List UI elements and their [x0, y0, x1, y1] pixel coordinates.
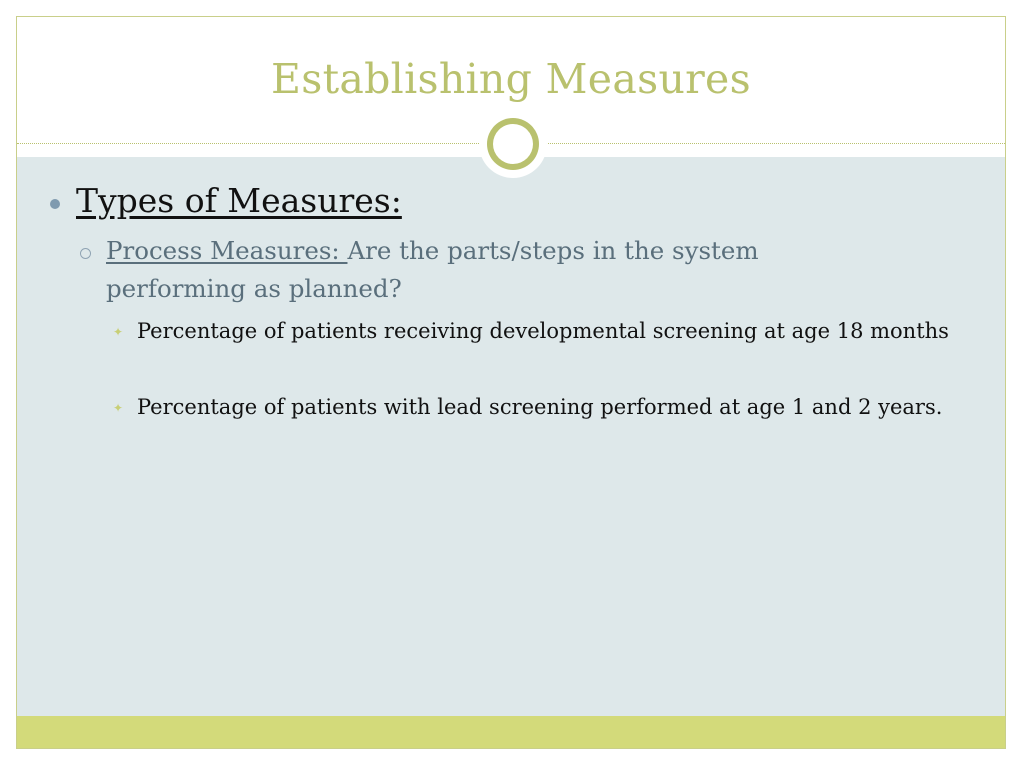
slide-title: Establishing Measures: [271, 55, 751, 103]
bullet-level2-lead: Process Measures:: [106, 236, 348, 265]
bullet-level2: [106, 232, 906, 308]
hollow-circle-bullet-icon: [80, 248, 91, 259]
medallion-center: [493, 124, 533, 164]
footer-band: [17, 716, 1005, 749]
slide-frame: [16, 16, 1006, 749]
bullet-level1: Types of Measures:: [76, 181, 402, 220]
bullet-level3-item: Percentage of patients with lead screening performed at age 1 and 2 years.: [137, 395, 943, 419]
four-point-star-bullet-icon: ✦: [113, 325, 124, 339]
filled-circle-bullet-icon: [50, 199, 60, 209]
bullet-level2-text: Are the parts/steps in the system performing as planned?: [106, 236, 759, 303]
four-point-star-bullet-icon: ✦: [113, 401, 124, 415]
bullet-level3-item: Percentage of patients receiving developmental screening at age 18 months: [137, 319, 949, 343]
